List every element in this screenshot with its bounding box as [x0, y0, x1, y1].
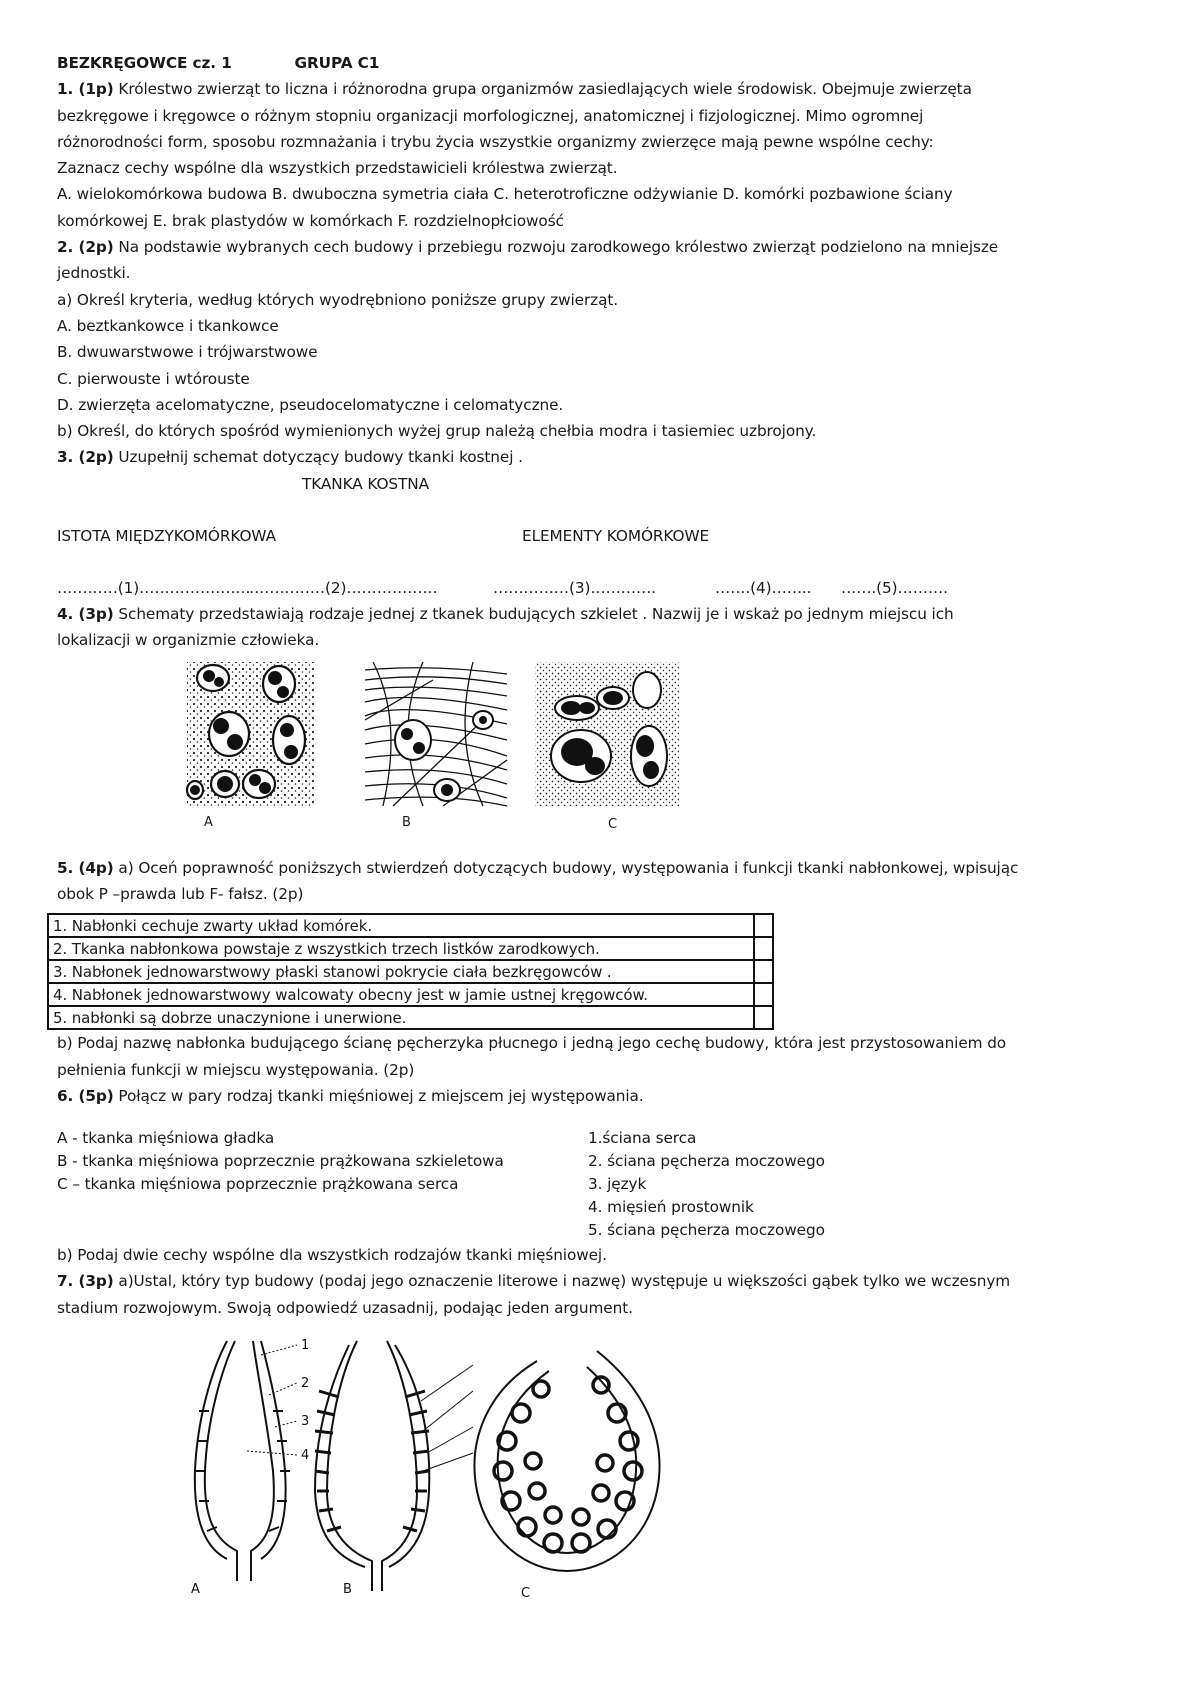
q3-line	[57, 444, 1147, 470]
answer-cell[interactable]	[754, 960, 773, 983]
intercellular-substance-label: ISTOTA MIĘDZYKOMÓRKOWA	[57, 527, 276, 546]
q2-item-a: A. beztkankowce i tkankowce	[57, 316, 279, 335]
ascon-label-3: 3	[301, 1414, 310, 1430]
cellular-elements-label: ELEMENTY KOMÓRKOWE	[522, 527, 710, 546]
q2-item-c: C. pierwouste i wtórouste	[57, 369, 250, 388]
q1-options-2: komórkowej E. brak plastydów w komórkach F. rozdzielnopłciowość	[57, 211, 564, 230]
q4-number: 4. (3p)	[57, 605, 114, 624]
bone-schema-title: TKANKA KOSTNA	[302, 474, 429, 493]
answer-cell[interactable]	[754, 914, 773, 937]
figure-label-a: A	[204, 814, 213, 830]
answer-cell[interactable]	[754, 1006, 773, 1029]
statement-cell: 1. Nabłonki cechuje zwarty układ komórek.	[48, 914, 754, 937]
list-item: A - tkanka mięśniowa gładka	[57, 1129, 275, 1148]
cartilage-figure-c	[533, 660, 681, 808]
q7-line-1	[57, 1268, 1147, 1294]
table-row	[48, 960, 773, 983]
worksheet-header	[57, 50, 1147, 76]
cartilage-figures	[57, 660, 1147, 835]
table-row	[48, 1006, 773, 1029]
q6-text: Połącz w pary rodzaj tkanki mięśniowej z miejscem jej występowania.	[113, 1086, 644, 1105]
list-item: 2. ściana pęcherza moczowego	[588, 1152, 825, 1171]
q1-line-4: Zaznacz cechy wspólne dla wszystkich przedstawicieli królestwa zwierząt.	[57, 159, 618, 178]
q3-number: 3. (2p)	[57, 448, 114, 467]
statement-cell: 4. Nabłonek jednowarstwowy walcowaty obecny jest w jamie ustnej kręgowców.	[48, 983, 754, 1006]
q4-line-2: lokalizacji w organizmie człowieka.	[57, 631, 320, 650]
q5-line-1	[57, 855, 1147, 881]
blank-3[interactable]: ……………(3)………….	[493, 579, 656, 598]
q6-part-b: b) Podaj dwie cechy wspólne dla wszystkich rodzajów tkanki mięśniowej.	[57, 1246, 607, 1265]
list-item: 5. ściana pęcherza moczowego	[588, 1221, 825, 1240]
q5-part-b-2: pełnienia funkcji w miejscu występowania. (2p)	[57, 1060, 415, 1079]
q2-line-2: jednostki.	[57, 264, 131, 283]
q2-text-1: Na podstawie wybranych cech budowy i przebiegu rozwoju zarodkowego królestwo zwierząt podzielono na mniejsze	[113, 238, 999, 257]
bone-schema-categories	[57, 523, 1147, 549]
statement-cell: 5. nabłonki są dobrze unaczynione i unerwione.	[48, 1006, 754, 1029]
sponge-diagram	[177, 1331, 797, 1601]
q7-line-2: stadium rozwojowym. Swoją odpowiedź uzasadnij, podając jeden argument.	[57, 1298, 633, 1317]
list-item: 4. mięsień prostownik	[588, 1198, 754, 1217]
answer-cell[interactable]	[754, 937, 773, 960]
q5-number: 5. (4p)	[57, 858, 114, 877]
sycon-sponge-icon	[315, 1341, 429, 1591]
locations-list	[588, 1127, 825, 1242]
hyaline-cartilage-image	[185, 660, 317, 808]
blank-4[interactable]: …….(4)……..	[715, 579, 812, 598]
statement-cell: 2. Tkanka nabłonkowa powstaje z wszystkich trzech listków zarodkowych.	[48, 937, 754, 960]
q2-item-b: B. dwuwarstwowe i trójwarstwowe	[57, 343, 318, 362]
blank-2[interactable]: ……………(2)………………	[249, 579, 438, 598]
list-item: 1.ściana serca	[588, 1129, 697, 1148]
q3-text: Uzupełnij schemat dotyczący budowy tkanki kostnej .	[113, 448, 523, 467]
q2-item-d: D. zwierzęta acelomatyczne, pseudocelomatyczne i celomatyczne.	[57, 395, 564, 414]
table-row	[48, 983, 773, 1006]
sponge-body-types-figure	[57, 1331, 1147, 1601]
answer-cell[interactable]	[754, 983, 773, 1006]
q1-line-1	[57, 76, 1147, 102]
true-false-table	[47, 913, 774, 1030]
muscle-types-list	[57, 1127, 504, 1196]
worksheet-title: BEZKRĘGOWCE cz. 1	[57, 54, 232, 72]
q5-part-b-1: b) Podaj nazwę nabłonka budującego ścianę pęcherzyka płucnego i jedną jego cechę budowy, która jest przystosowaniem do	[57, 1034, 1007, 1053]
sponge-label-a: A	[191, 1582, 200, 1598]
q7-text-1: a)Ustal, który typ budowy (podaj jego oznaczenie literowe i nazwę) występuje u większości gąbek tylko we wczesnym	[113, 1272, 1011, 1291]
cartilage-figure-a	[185, 660, 317, 808]
q2-part-b: b) Określ, do których spośród wymienionych wyżej grup należą chełbia modra i tasiemiec uzbrojony.	[57, 422, 817, 441]
q5-text-1: a) Oceń poprawność poniższych stwierdzeń dotyczących budowy, występowania i funkcji tkanki nabłonkowej, wpisując	[113, 858, 1019, 877]
table-row	[48, 914, 773, 937]
q6-line	[57, 1083, 1147, 1109]
figure-label-c: C	[608, 816, 617, 832]
muscle-pairs	[57, 1127, 1147, 1242]
list-item: 3. język	[588, 1175, 647, 1194]
fibrous-cartilage-image	[363, 660, 509, 808]
q4-text-1: Schematy przedstawiają rodzaje jednej z tkanek budujących szkielet . Nazwij je i wskaż po jednym miejscu ich	[113, 605, 954, 624]
list-item: C – tkanka mięśniowa poprzecznie prążkowana serca	[57, 1175, 459, 1194]
q2-line-1	[57, 234, 1147, 260]
list-item: B - tkanka mięśniowa poprzecznie prążkowana szkieletowa	[57, 1152, 504, 1171]
ascon-label-4: 4	[301, 1448, 310, 1464]
blank-5[interactable]: …….(5)……….	[841, 579, 948, 598]
q1-line-3: różnorodności form, sposobu rozmnażania i trybu życia wszystkie organizmy zwierzęce mają pewne wspólne cechy:	[57, 132, 934, 151]
figure-label-b: B	[402, 814, 411, 830]
worksheet	[53, 50, 1147, 1602]
q5-line-2: obok P –prawda lub F- fałsz. (2p)	[57, 884, 304, 903]
q4-line-1	[57, 601, 1147, 627]
q2-number: 2. (2p)	[57, 238, 114, 257]
bone-schema-blanks	[57, 575, 1147, 601]
elastic-cartilage-image	[533, 660, 681, 808]
sponge-label-c: C	[521, 1586, 530, 1602]
ascon-label-1: 1	[301, 1338, 310, 1354]
q2-part-a: a) Określ kryteria, według których wyodrębniono poniższe grupy zwierząt.	[57, 290, 619, 309]
q1-text-1: Królestwo zwierząt to liczna i różnorodna grupa organizmów zasiedlających wiele środowisk. Obejmuje zwierzęta	[113, 80, 972, 99]
q1-number: 1. (1p)	[57, 80, 114, 99]
q7-number: 7. (3p)	[57, 1272, 114, 1291]
q1-options-1: A. wielokomórkowa budowa B. dwuboczna symetria ciała C. heterotroficzne odżywianie D. komórki pozbawione ściany	[57, 185, 953, 204]
ascon-label-2: 2	[301, 1376, 310, 1392]
sponge-label-b: B	[343, 1582, 352, 1598]
ascon-sponge-icon	[195, 1341, 290, 1581]
sycon-canals-icon	[315, 1391, 429, 1531]
group-label: GRUPA C1	[294, 54, 380, 72]
q1-line-2: bezkręgowe i kręgowce o różnym stopniu organizacji morfologicznej, anatomicznej i fizjologicznej. Mimo ogromnej	[57, 106, 924, 125]
blank-1[interactable]: …………(1)………………….	[57, 579, 251, 598]
statement-cell: 3. Nabłonek jednowarstwowy płaski stanowi pokrycie ciała bezkręgowców .	[48, 960, 754, 983]
cartilage-figure-b	[363, 660, 509, 808]
q6-number: 6. (5p)	[57, 1086, 114, 1105]
table-row	[48, 937, 773, 960]
